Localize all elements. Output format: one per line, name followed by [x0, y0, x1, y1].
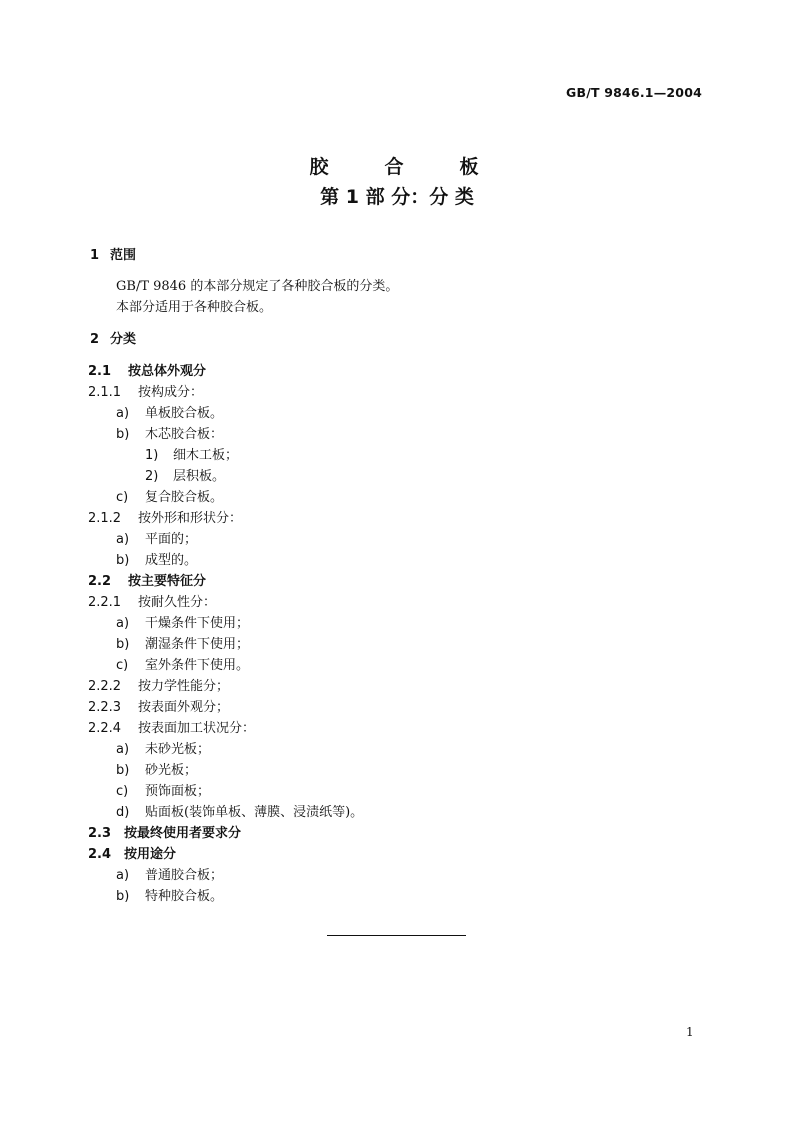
clause-number: 1	[90, 248, 100, 263]
clause-number: c)	[116, 658, 129, 673]
clause-text: 预饰面板；	[145, 784, 211, 799]
clause-text: 按表面外观分；	[138, 700, 230, 715]
clause-number: b)	[116, 763, 130, 778]
clause-heading: 按最终使用者要求分	[124, 826, 242, 841]
clause-number: b)	[116, 427, 130, 442]
clause-number: 2.2.2	[88, 679, 122, 694]
clause-number: a)	[116, 742, 130, 757]
clause-text: 潮湿条件下使用；	[145, 637, 250, 652]
clause-text: 按外形和形状分：	[138, 511, 243, 526]
clause-number: 2.3	[88, 826, 112, 841]
clause-text: 砂光板；	[145, 763, 198, 778]
clause-number: b)	[116, 553, 130, 568]
clause-number: 2)	[145, 469, 159, 484]
clause-heading: 按用途分	[124, 847, 177, 862]
clause-text: 层积板。	[173, 469, 226, 484]
clause-text: 按力学性能分；	[138, 679, 230, 694]
clause-heading: 范围	[110, 248, 137, 263]
clause-number: 2.2	[88, 574, 112, 589]
page-number: 1	[686, 1025, 694, 1039]
clause-number: d)	[116, 805, 130, 820]
clause-heading: 分类	[110, 332, 137, 347]
clause-number: c)	[116, 784, 129, 799]
clause-number: a)	[116, 406, 130, 421]
clause-text: 细木工板；	[173, 448, 239, 463]
clause-text: GB/T 9846 的本部分规定了各种胶合板的分类。	[116, 279, 399, 294]
clause-number: b)	[116, 637, 130, 652]
end-rule	[327, 935, 466, 936]
clause-number: c)	[116, 490, 129, 505]
clause-text: 特种胶合板。	[145, 889, 224, 904]
clause-text: 成型的。	[145, 553, 198, 568]
clause-text: 按耐久性分：	[138, 595, 217, 610]
clause-heading: 按主要特征分	[128, 574, 207, 589]
document-subtitle: 第 1 部 分：分 类	[320, 186, 474, 208]
clause-number: 2.1.2	[88, 511, 122, 526]
clause-number: 2.2.4	[88, 721, 122, 736]
clause-text: 单板胶合板。	[145, 406, 224, 421]
clause-text: 本部分适用于各种胶合板。	[116, 300, 273, 315]
clause-text: 复合胶合板。	[145, 490, 224, 505]
clause-number: 2.4	[88, 847, 112, 862]
clause-text: 干燥条件下使用；	[145, 616, 250, 631]
document-title: 胶 合 板	[309, 156, 485, 178]
clause-text: 普通胶合板；	[145, 868, 224, 883]
clause-number: 2.2.1	[88, 595, 122, 610]
clause-text: 按表面加工状况分：	[138, 721, 256, 736]
clause-number: b)	[116, 889, 130, 904]
standard-code: GB/T 9846.1—2004	[566, 85, 702, 100]
clause-text: 平面的；	[145, 532, 198, 547]
clause-number: a)	[116, 532, 130, 547]
clause-text: 木芯胶合板：	[145, 427, 224, 442]
clause-number: 1)	[145, 448, 159, 463]
clause-text: 室外条件下使用。	[145, 658, 250, 673]
clause-text: 未砂光板；	[145, 742, 211, 757]
clause-heading: 按总体外观分	[128, 364, 207, 379]
clause-number: 2.1	[88, 364, 112, 379]
clause-number: a)	[116, 616, 130, 631]
clause-text: 按构成分：	[138, 385, 204, 400]
clause-number: 2.1.1	[88, 385, 122, 400]
clause-number: 2	[90, 332, 100, 347]
clause-text: 贴面板(装饰单板、薄膜、浸渍纸等)。	[145, 805, 364, 820]
clause-number: 2.2.3	[88, 700, 122, 715]
clause-number: a)	[116, 868, 130, 883]
